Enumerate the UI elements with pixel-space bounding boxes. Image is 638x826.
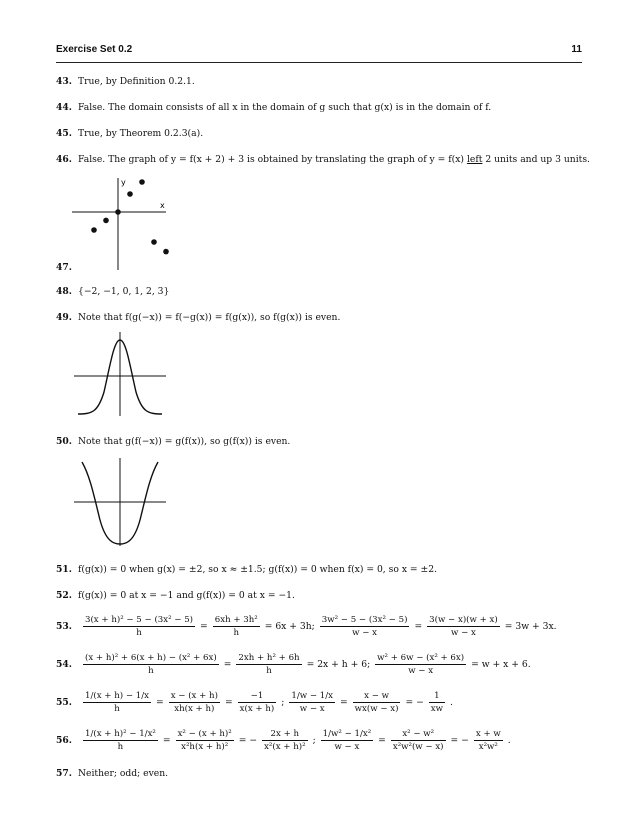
data-point bbox=[163, 249, 169, 255]
fraction: $\frac{\text{3(x + h)² − 5 − (3x² − 5)}}{h}$ bbox=[84, 615, 194, 638]
y-axis-label: y bbox=[121, 178, 126, 187]
fraction: $\frac{\text{w² + 6w − (x² + 6x)}}{w - x}$ bbox=[377, 653, 465, 676]
fraction: $\frac{x - w}{wx(w - x)}$ bbox=[354, 691, 399, 714]
fraction: $\frac{\text{3w² − 5 − (3x² − 5)}}{w - x}$ bbox=[321, 615, 408, 638]
fraction: $\frac{1}{xw}$ bbox=[430, 691, 443, 714]
data-point bbox=[91, 227, 97, 233]
page-number: 11 bbox=[571, 44, 582, 55]
fraction: $\frac{3(w - x)(w + x)}{w - x}$ bbox=[429, 615, 498, 638]
fraction: $\frac{\text{x² − (x + h)²}}{\text{x²h(x + h)²}}$ bbox=[177, 729, 232, 752]
problem-55: 55. $\frac{1/(x + h) - 1/x}{h}$ = $\frac{x - (x + h)}{xh(x + h)}$ = $\frac{-1}{x(x + h)}$ ; $\frac{1/w - 1/x}{w - x}$ = $\frac{x - w}{wx(w - x)}$ = − $\frac{1}{xw}$ . bbox=[56, 691, 453, 714]
problem-43: 43. True, by Definition 0.2.1. bbox=[56, 76, 195, 87]
problem-52: 52. f(g(x)) = 0 at x = −1 and g(f(x)) = 0 at x = −1. bbox=[56, 590, 295, 601]
problem-48: 48. {−2, −1, 0, 1, 2, 3} bbox=[56, 286, 170, 297]
problem-57: 57. Neither; odd; even. bbox=[56, 768, 169, 779]
problem-53: 53. $\frac{\text{3(x + h)² − 5 − (3x² − 5)}}{h}$ = $\frac{\text{6xh + 3h²}}{h}$ = 6x + 3h; $\frac{\text{3w² − 5 − (3x² − 5)}}{w - x}$ = $\frac{3(w - x)(w + x)}{w - x}$ = 3w + 3x. bbox=[56, 615, 557, 638]
fraction: $\frac{\text{1/w² − 1/x²}}{w - x}$ bbox=[322, 729, 372, 752]
data-point bbox=[139, 179, 145, 185]
fraction: $\frac{x - (x + h)}{xh(x + h)}$ bbox=[170, 691, 218, 714]
fraction: $\frac{\text{1/(x + h)² − 1/x²}}{h}$ bbox=[84, 729, 156, 752]
problem-50: 50. Note that g(f(−x)) = g(f(x)), so g(f(x)) is even. bbox=[56, 436, 291, 447]
figure-47-scatter bbox=[70, 176, 170, 272]
x-axis-label: x bbox=[160, 201, 165, 210]
page-header bbox=[56, 44, 582, 63]
fraction: $\frac{\text{2xh + h² + 6h}}{h}$ bbox=[238, 653, 300, 676]
section-title: Exercise Set 0.2 bbox=[56, 44, 133, 55]
data-point bbox=[115, 209, 121, 215]
problem-56: 56. $\frac{\text{1/(x + h)² − 1/x²}}{h}$ = $\frac{\text{x² − (x + h)²}}{\text{x²h(x + h)²}}$ = − $\frac{2x + h}{\text{x²(x + h)²}}$ ; $\frac{\text{1/w² − 1/x²}}{w - x}$ = $\frac{\text{x² − w²}}{\text{x²w²(w − x)}}$ = − $\frac{x + w}{\text{x²w²}}$ . bbox=[56, 729, 511, 752]
fraction: $\frac{\text{x² − w²}}{\text{x²w²(w − x)}}$ bbox=[392, 729, 444, 752]
figure-49-graph bbox=[72, 330, 168, 418]
data-point bbox=[151, 239, 157, 245]
problem-51: 51. f(g(x)) = 0 when g(x) = ±2, so x ≈ ±1.5; g(f(x)) = 0 when f(x) = 0, so x = ±2. bbox=[56, 564, 438, 575]
problem-54: 54. $\frac{\text{(x + h)² + 6(x + h) − (x² + 6x)}}{h}$ = $\frac{\text{2xh + h² + 6h}}{h}$ = 2x + h + 6; $\frac{\text{w² + 6w − (x² + 6x)}}{w - x}$ = w + x + 6. bbox=[56, 653, 531, 676]
fraction: $\frac{\text{6xh + 3h²}}{h}$ bbox=[214, 615, 258, 638]
problem-47: 47. bbox=[56, 262, 72, 273]
problem-45: 45. True, by Theorem 0.2.3(a). bbox=[56, 128, 204, 139]
fraction: $\frac{\text{(x + h)² + 6(x + h) − (x² + 6x)}}{h}$ bbox=[84, 653, 217, 676]
problem-46: 46. False. The graph of y = f(x + 2) + 3 is obtained by translating the graph of y = f(x) left 2 units and up 3 units. bbox=[56, 154, 590, 165]
fraction: $\frac{-1}{x(x + h)}$ bbox=[239, 691, 275, 714]
problem-44: 44. False. The domain consists of all x in the domain of g such that g(x) is in the domain of f. bbox=[56, 102, 492, 113]
problem-49: 49. Note that f(g(−x)) = f(−g(x)) = f(g(x)), so f(g(x)) is even. bbox=[56, 312, 341, 323]
fraction: $\frac{2x + h}{\text{x²(x + h)²}}$ bbox=[264, 729, 306, 752]
fraction: $\frac{1/w - 1/x}{w - x}$ bbox=[291, 691, 333, 714]
data-point bbox=[127, 191, 133, 197]
data-point bbox=[103, 218, 109, 224]
fraction: $\frac{1/(x + h) - 1/x}{h}$ bbox=[84, 691, 149, 714]
figure-50-graph bbox=[72, 456, 168, 548]
fraction: $\frac{x + w}{\text{x²w²}}$ bbox=[475, 729, 501, 752]
